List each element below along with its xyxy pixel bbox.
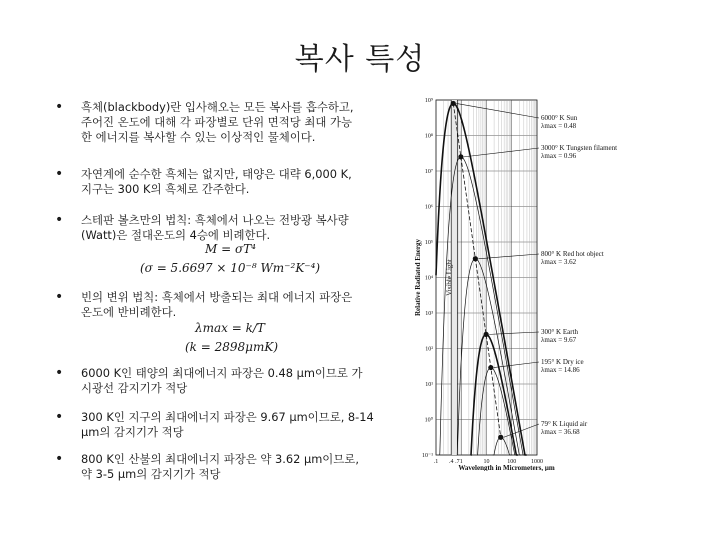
- y-tick-label: 10⁷: [424, 169, 433, 175]
- y-tick-label: 10⁹: [424, 98, 433, 104]
- peak-marker: [458, 154, 463, 159]
- x-tick-label: 10: [483, 459, 490, 465]
- curve-name-label: 800° K Red hot object: [541, 250, 604, 258]
- x-tick-label: .1: [433, 459, 439, 465]
- sigma-constant: (σ = 5.6697 × 10⁻⁸ Wm⁻²K⁻⁴): [140, 261, 321, 275]
- peak-wavelength-label: λmax = 0.48: [541, 122, 577, 130]
- bullet-text: 스테판 볼츠만의 법칙: 흑체에서 나오는 전방광 복사량 (Watt)은 절대온도의 4승에 비례한다.: [81, 213, 349, 242]
- peak-marker: [451, 101, 456, 106]
- bullet-marker: •: [55, 212, 64, 228]
- x-axis-title: Wavelength in Micrometers, μm: [458, 464, 555, 471]
- peak-wavelength-label: λmax = 14.86: [541, 366, 580, 374]
- curve-name-label: 300° K Earth: [541, 328, 579, 336]
- y-tick-label: 10²: [425, 346, 433, 353]
- wien-constant: (k = 2898μmK): [185, 340, 278, 354]
- wien-equation: λmax = k/T: [195, 321, 265, 335]
- curve-name-label: 79° K Liquid air: [541, 420, 588, 428]
- x-tick-label: .7: [455, 459, 460, 465]
- x-tick-label: 100: [507, 459, 517, 465]
- bullet-text: 800 K인 산불의 최대에너지 파장은 약 3.62 μm이므로, 약 3-5 μm의 감지기가 적당: [81, 452, 359, 481]
- y-tick-label: 10⁵: [424, 240, 433, 246]
- y-tick-label: 10⁻¹: [422, 453, 433, 459]
- bullet-text: 6000 K인 태양의 최대에너지 파장은 0.48 μm이므로 가 시광선 감지기가 적당: [81, 366, 363, 395]
- x-tick-label: 1000: [531, 459, 543, 465]
- peak-wavelength-label: λmax = 9.67: [541, 336, 577, 344]
- bullet-text: 300 K인 지구의 최대에너지 파장은 9.67 μm이므로, 8-14 μm의 감지기가 적당: [81, 410, 374, 439]
- y-tick-label: 10⁸: [424, 133, 433, 140]
- bullet-text: 빈의 변위 법칙: 흑체에서 방출되는 최대 에너지 파장은 온도에 반비례한다.: [81, 290, 353, 319]
- peak-marker: [488, 365, 493, 370]
- y-tick-label: 10¹: [425, 382, 433, 388]
- peak-wavelength-label: λmax = 36.68: [541, 428, 580, 436]
- y-tick-label: 10⁶: [424, 204, 433, 211]
- peak-marker: [473, 256, 478, 261]
- bullet-marker: •: [55, 365, 64, 381]
- bullet-marker: •: [55, 166, 64, 182]
- bullet-marker: •: [55, 451, 64, 467]
- stefan-equation: M = σT⁴: [205, 242, 256, 256]
- x-tick-label: .4: [448, 459, 454, 465]
- slide-title: 복사 특성: [294, 42, 426, 77]
- y-tick-label: 10³: [425, 311, 433, 317]
- bullet-marker: •: [55, 99, 64, 115]
- blackbody-radiation-chart: [412, 96, 712, 471]
- curve-name-label: 6000° K Sun: [541, 114, 578, 122]
- visible-light-label: Visible Light: [445, 259, 454, 296]
- bullet-marker: •: [55, 289, 64, 305]
- peak-wavelength-label: λmax = 0.96: [541, 152, 577, 160]
- peak-marker: [484, 332, 489, 337]
- peak-wavelength-label: λmax = 3.62: [541, 258, 577, 266]
- curve-name-label: 195° K Dry ice: [541, 358, 584, 366]
- x-tick-label: 1: [459, 459, 463, 465]
- y-tick-label: 10⁴: [424, 275, 433, 282]
- y-axis-title: Relative Radiated Energy: [414, 239, 422, 316]
- bullet-text: 흑체(blackbody)란 입사해오는 모든 복사를 흡수하고, 주어진 온도에 대해 각 파장별로 단위 면적당 최대 가능 한 에너지를 복사할 수 있는 이상적인 물체이다.: [81, 100, 354, 144]
- peak-marker: [498, 435, 503, 440]
- bullet-marker: •: [55, 409, 64, 425]
- bullet-text: 자연계에 순수한 흑체는 없지만, 태양은 대략 6,000 K, 지구는 300 K의 흑체로 간주한다.: [81, 167, 352, 196]
- y-tick-label: 10⁰: [424, 417, 433, 424]
- curve-name-label: 3000° K Tungsten filament: [541, 144, 618, 152]
